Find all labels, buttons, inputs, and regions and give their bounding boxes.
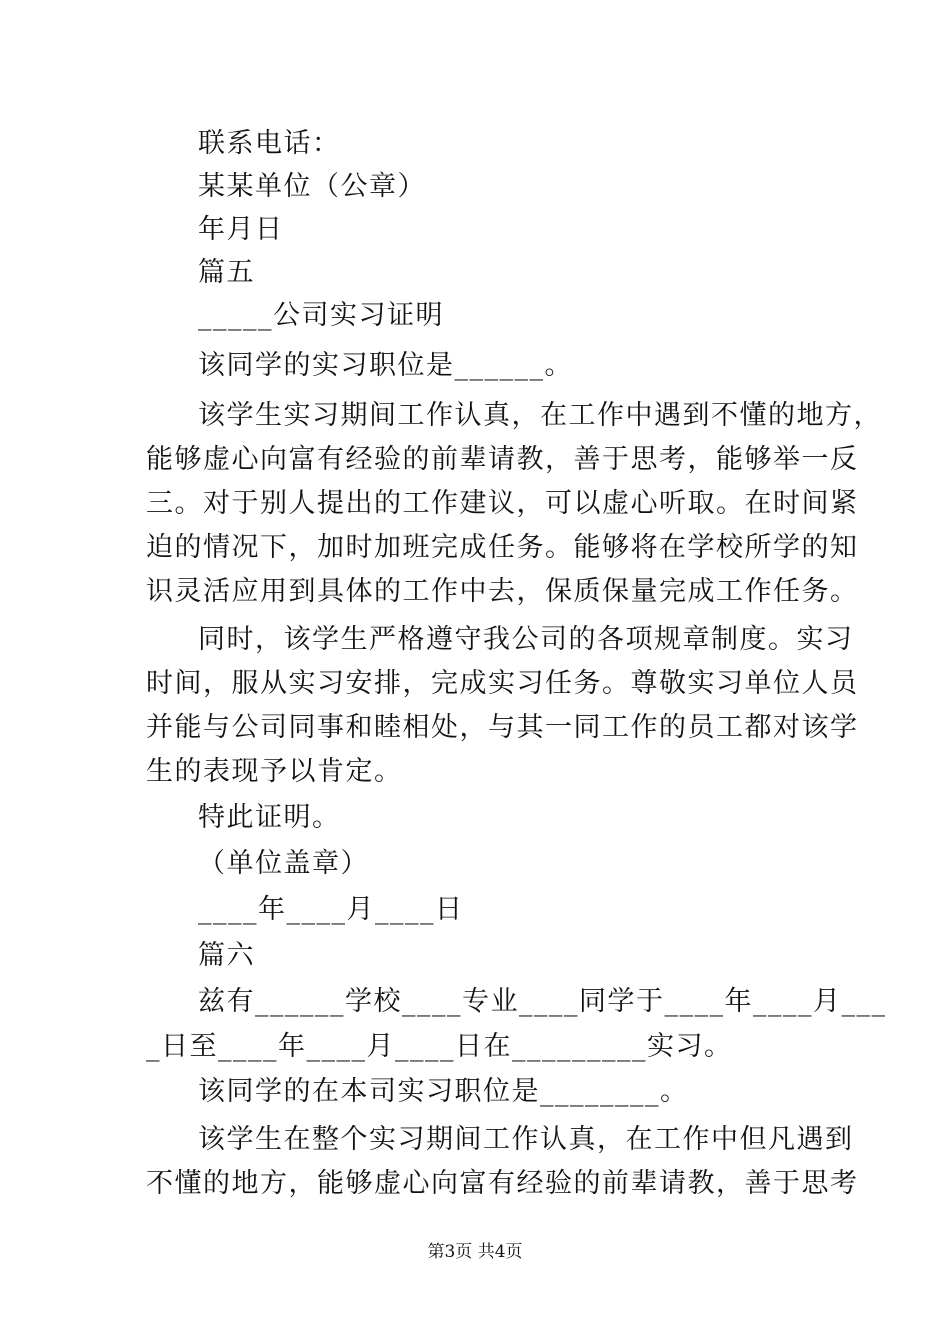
section-heading-six: 篇六 (198, 940, 255, 971)
paragraph-line: 时间，服从实习安排，完成实习任务。尊敬实习单位人员 (146, 668, 859, 699)
paragraph-line: 并能与公司同事和睦相处，与其一同工作的员工都对该学 (146, 712, 859, 743)
paragraph-line: 该学生实习期间工作认真，在工作中遇到不懂的地方， (198, 400, 882, 431)
unit-seal-line: 某某单位（公章） (198, 171, 426, 202)
closing-line: 特此证明。 (198, 802, 341, 833)
certificate-title: _____公司实习证明 (198, 300, 444, 331)
position-line: 该同学的在本司实习职位是________。 (198, 1076, 689, 1107)
section-heading-five: 篇五 (198, 257, 255, 288)
paragraph-line: 兹有______学校____专业____同学于____年____月___ (198, 986, 887, 1017)
paragraph-line: 生的表现予以肯定。 (146, 756, 403, 787)
paragraph-line: 不懂的地方，能够虚心向富有经验的前辈请教，善于思考 (146, 1168, 859, 1199)
paragraph-line: 该学生在整个实习期间工作认真，在工作中但凡遇到 (198, 1124, 854, 1155)
paragraph-line: 识灵活应用到具体的工作中去，保质保量完成工作任务。 (146, 576, 859, 607)
contact-phone-label: 联系电话： (198, 128, 341, 159)
paragraph-line: 能够虚心向富有经验的前辈请教，善于思考，能够举一反 (146, 444, 859, 475)
paragraph-line: 迫的情况下，加时加班完成任务。能够将在学校所学的知 (146, 532, 859, 563)
date-blank-line: ____年____月____日 (198, 894, 464, 925)
paragraph-line: 三。对于别人提出的工作建议，可以虚心听取。在时间紧 (146, 488, 859, 519)
date-line: 年月日 (198, 214, 284, 245)
paragraph-line: _日至____年____月____日在_________实习。 (146, 1031, 733, 1062)
page-footer: 第3页 共4页 (427, 1242, 523, 1262)
position-line: 该同学的实习职位是______。 (198, 350, 573, 381)
seal-note: （单位盖章） (198, 848, 369, 879)
paragraph-line: 同时，该学生严格遵守我公司的各项规章制度。实习 (198, 624, 854, 655)
